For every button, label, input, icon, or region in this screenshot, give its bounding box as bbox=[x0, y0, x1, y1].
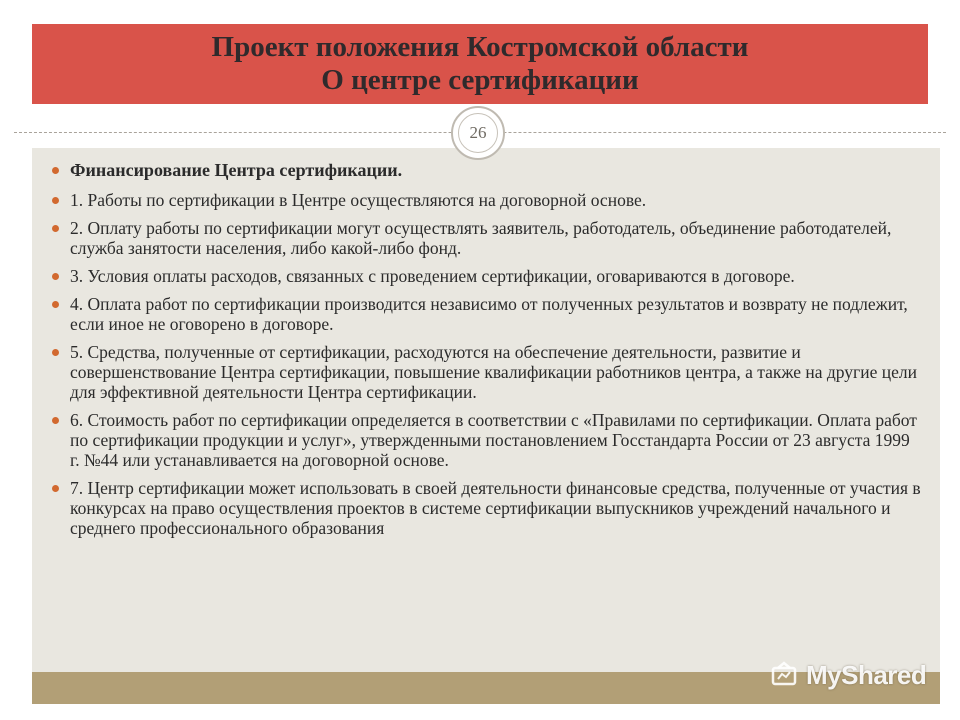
watermark bbox=[768, 655, 926, 695]
bullet-dot-icon bbox=[52, 349, 59, 356]
bullet-item bbox=[52, 478, 922, 538]
mysharing-logo-icon bbox=[768, 659, 800, 691]
bullet-item bbox=[52, 266, 922, 286]
bullet-dot-icon bbox=[52, 417, 59, 424]
page-number: 26 bbox=[458, 113, 498, 153]
bullet-dot-icon bbox=[52, 485, 59, 492]
page-number-badge bbox=[451, 106, 505, 160]
bullet-text: 6. Стоимость работ по сертификации определяется в соответствии с «Правилами по сертификации. Оплата работ по сертификации продукции и услуг», утвержденными постановлением Госстандарта России от 23 августа 1999 г. №44 или устанавливается на договорной основе. bbox=[70, 410, 917, 470]
bullet-dot-icon bbox=[52, 225, 59, 232]
watermark-text bbox=[806, 660, 926, 691]
bullet-dot-icon bbox=[52, 197, 59, 204]
bullet-item bbox=[52, 190, 922, 210]
bullet-item-heading bbox=[52, 160, 922, 180]
watermark-brand-my: My bbox=[806, 659, 842, 690]
bullet-text: 7. Центр сертификации может использовать в своей деятельности финансовые средства, полученные от участия в конкурсах на право осуществления проектов в системе сертификации выпускников учреждений начального и среднего профессионального образования bbox=[70, 478, 921, 538]
bullet-text: Финансирование Центра сертификации. bbox=[70, 160, 403, 180]
bullet-item bbox=[52, 410, 922, 470]
bullet-text: 3. Условия оплаты расходов, связанных с проведением сертификации, оговариваются в договоре. bbox=[70, 266, 795, 286]
title-band bbox=[32, 24, 928, 104]
bullet-item bbox=[52, 218, 922, 258]
bullet-text: 4. Оплата работ по сертификации производится независимо от полученных результатов и возврату не подлежит, если иное не оговорено в договоре. bbox=[70, 294, 908, 334]
slide-title-line-2: О центре сертификации bbox=[321, 64, 639, 96]
bullet-text: 1. Работы по сертификации в Центре осуществляются на договорной основе. bbox=[70, 190, 647, 210]
slide-title-line-1: Проект положения Костромской области bbox=[211, 31, 749, 63]
bullet-text: 5. Средства, полученные от сертификации, расходуются на обеспечение деятельности, развитие и совершенствование Центра сертификации, повышение квалификации работников центра, а также на другие цели для эффективной деятельности Центра сертификации. bbox=[70, 342, 917, 402]
watermark-brand-shared: Shared bbox=[841, 659, 927, 690]
bullet-list bbox=[52, 160, 922, 546]
bullet-dot-icon bbox=[52, 301, 59, 308]
bullet-item bbox=[52, 294, 922, 334]
bullet-text: 2. Оплату работы по сертификации могут осуществлять заявитель, работодатель, объединение работодателей, служба занятости населения, либо какой-либо фонд. bbox=[70, 218, 892, 258]
bullet-dot-icon bbox=[52, 273, 59, 280]
bullet-item bbox=[52, 342, 922, 402]
bullet-dot-icon bbox=[52, 167, 59, 174]
